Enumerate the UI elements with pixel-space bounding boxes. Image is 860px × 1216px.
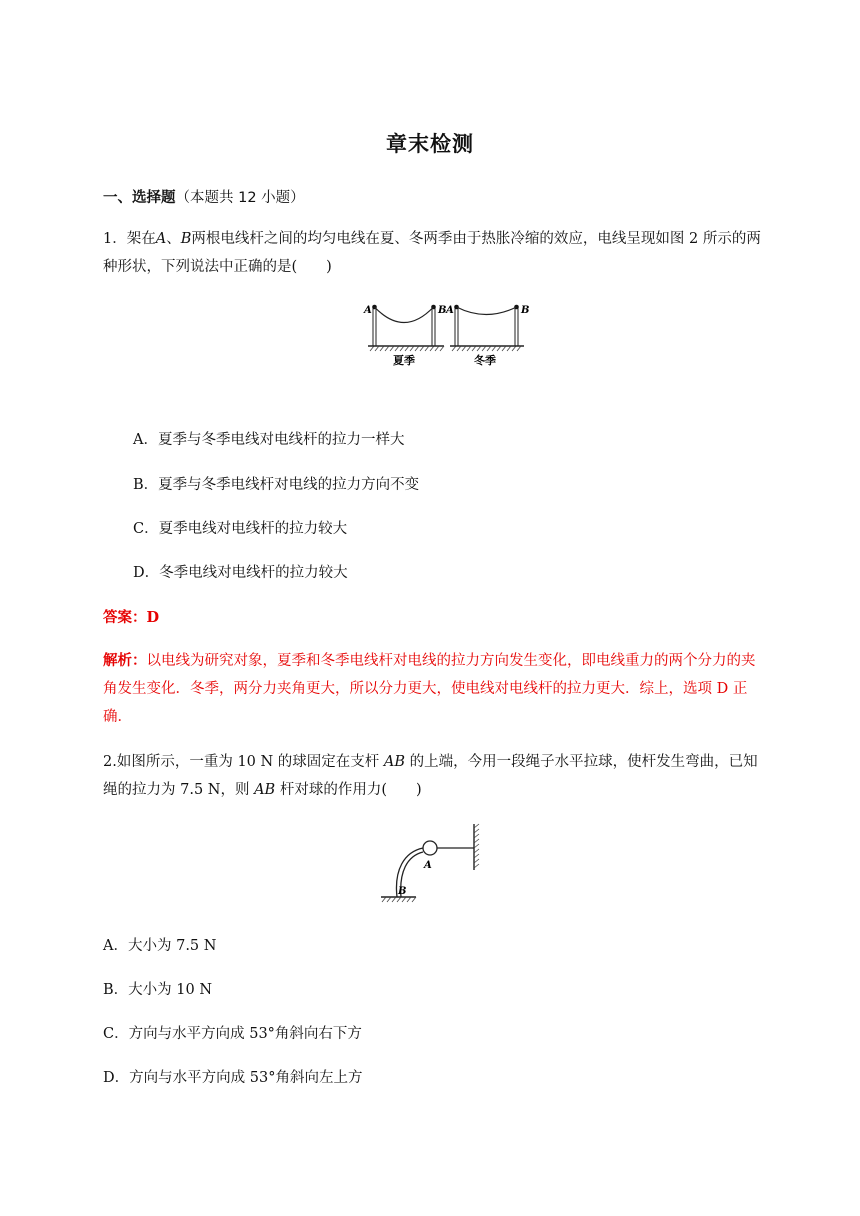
q1-analysis: 解析：以电线为研究对象，夏季和冬季电线杆对电线的拉力方向发生变化，即电线重力的两个分力的夹角发生变化．冬季，两分力夹角更大，所以分力更大，使电线对电线杆的拉力更大．综上，选项 D 正确．: [103, 652, 756, 725]
fig1-label-a2: A: [446, 305, 454, 316]
q1-option-b[interactable]: B．夏季与冬季电线杆对电线的拉力方向不变: [133, 477, 420, 493]
fig1-label-b2: B: [521, 305, 530, 316]
q1-number: 1．: [103, 231, 127, 247]
fig1-label-b1: B: [438, 305, 447, 316]
q1-option-a[interactable]: A．夏季与冬季电线对电线杆的拉力一样大: [133, 432, 405, 448]
fig1-winter-label: 冬季: [474, 354, 496, 367]
fig1-label-a1: A: [364, 305, 372, 316]
question-2-stem: 2.如图所示，一重为 10 N 的球固定在支杆 AB 的上端，今用一段绳子水平拉球，使杆发生弯曲，已知绳的拉力为 7.5 N，则 AB 杆对球的作用力( ): [103, 754, 758, 798]
power-line-figure: [362, 298, 532, 370]
q2-option-c[interactable]: C．方向与水平方向成 53°角斜向右下方: [103, 1026, 362, 1042]
fig1-summer-label: 夏季: [393, 354, 415, 367]
q1-answer: 答案：D: [103, 609, 160, 626]
q2-option-d[interactable]: D．方向与水平方向成 53°角斜向左上方: [103, 1070, 363, 1086]
fig2-label-a: A: [424, 860, 432, 871]
section-label: 一、选择题: [103, 190, 176, 206]
page-title: 章末检测: [386, 132, 474, 156]
section-note: （本题共 12 小题）: [175, 190, 305, 206]
fig2-label-b: B: [398, 886, 407, 897]
q2-option-b[interactable]: B．大小为 10 N: [103, 982, 213, 998]
q2-number: 2.: [103, 754, 117, 770]
q1-option-c[interactable]: C．夏季电线对电线杆的拉力较大: [133, 521, 348, 537]
section-heading: [103, 186, 305, 207]
q2-option-a[interactable]: A．大小为 7.5 N: [103, 938, 217, 954]
question-1-stem: 1．架在A、B两根电线杆之间的均匀电线在夏、冬两季由于热胀冷缩的效应，电线呈现如图 2 所示的两种形状，下列说法中正确的是( ): [103, 231, 761, 275]
q1-option-d[interactable]: D．冬季电线对电线杆的拉力较大: [133, 565, 348, 581]
bent-rod-figure: [376, 822, 492, 906]
